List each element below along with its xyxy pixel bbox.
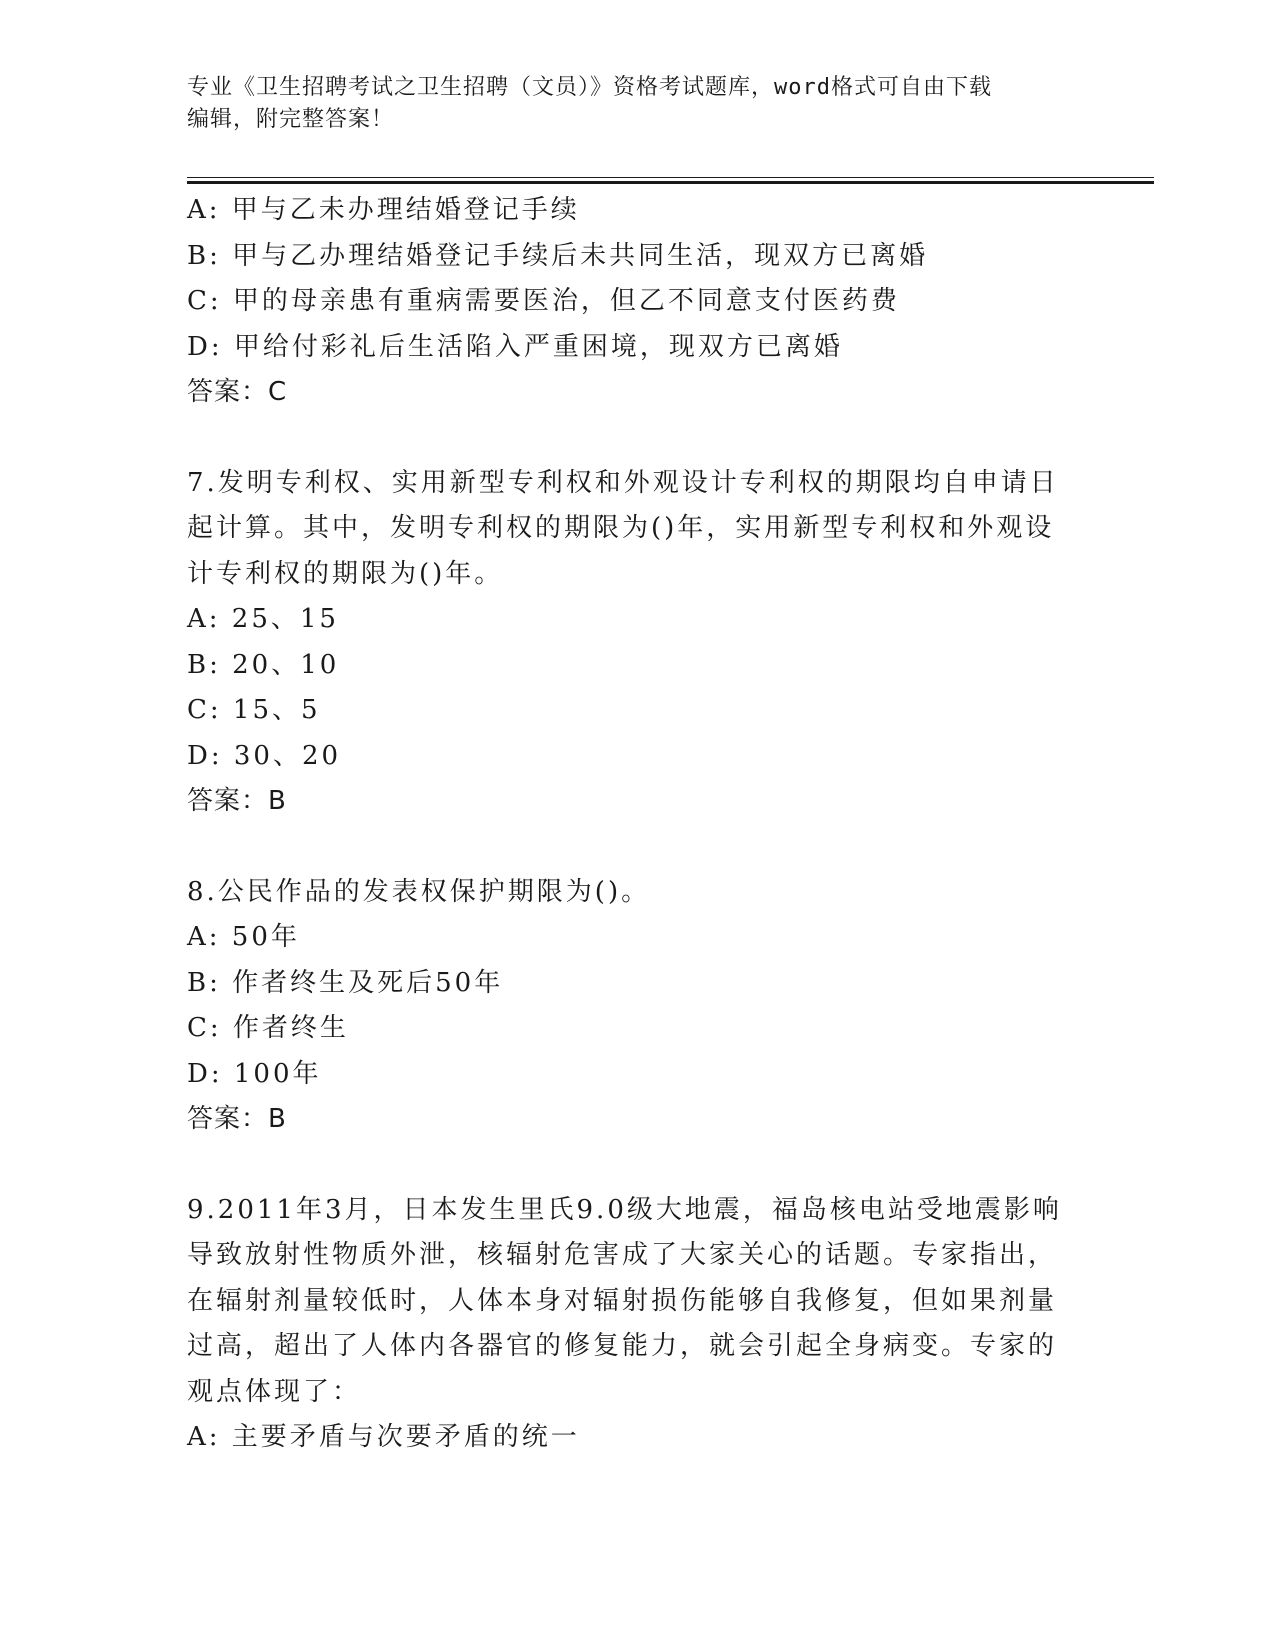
option-c: C: 甲的母亲患有重病需要医治，但乙不同意支付医药费 — [187, 286, 900, 316]
option-c: C: 15、5 — [187, 695, 321, 725]
answer-line: 答案：B — [187, 786, 287, 816]
answer-line: 答案：C — [187, 377, 288, 407]
question-stem: 起计算。其中，发明专利权的期限为()年，实用新型专利权和外观设 — [187, 513, 1055, 543]
option-b: B: 20、10 — [187, 649, 340, 680]
spacer — [187, 825, 1067, 870]
option-a: A: 50年 — [187, 922, 300, 952]
option-a: A: 主要矛盾与次要矛盾的统一 — [187, 1422, 580, 1452]
document-header — [187, 72, 1087, 136]
question-9-block — [187, 1188, 1067, 1461]
question-8-block — [187, 870, 1067, 1143]
answer-line: 答案：B — [187, 1104, 287, 1134]
option-d: D: 30、20 — [187, 740, 342, 771]
question-stem: 计专利权的期限为()年。 — [187, 558, 504, 589]
question-stem: 9.2011年3月，日本发生里氏9.0级大地震，福岛核电站受地震影响 — [187, 1194, 1062, 1225]
question-stem: 观点体现了： — [187, 1376, 362, 1407]
question-stem: 导致放射性物质外泄，核辐射危害成了大家关心的话题。专家指出， — [187, 1240, 1058, 1270]
question-6-block — [187, 188, 1067, 416]
question-stem: 7.发明专利权、实用新型专利权和外观设计专利权的期限均自申请日 — [187, 467, 1059, 498]
option-b: B: 甲与乙办理结婚登记手续后未共同生活，现双方已离婚 — [187, 240, 929, 271]
question-stem: 在辐射剂量较低时，人体本身对辐射损伤能够自我修复，但如果剂量 — [187, 1285, 1058, 1316]
option-a: A: 甲与乙未办理结婚登记手续 — [187, 195, 580, 225]
header-divider-thin — [187, 177, 1154, 178]
question-7-block — [187, 461, 1067, 825]
option-d: D: 甲给付彩礼后生活陷入严重困境，现双方已离婚 — [187, 331, 843, 362]
option-c: C: 作者终生 — [187, 1013, 349, 1043]
option-b: B: 作者终生及死后50年 — [187, 967, 504, 998]
option-d: D: 100年 — [187, 1058, 322, 1089]
option-a: A: 25、15 — [187, 604, 339, 634]
spacer — [187, 416, 1067, 461]
question-list — [187, 188, 1067, 1461]
question-stem: 过高，超出了人体内各器官的修复能力，就会引起全身病变。专家的 — [187, 1331, 1058, 1361]
spacer — [187, 1143, 1067, 1188]
header-title-line-2: 编辑，附完整答案！ — [187, 107, 395, 132]
header-divider-thick — [187, 181, 1154, 184]
question-stem: 8.公民作品的发表权保护期限为()。 — [187, 876, 651, 907]
header-title-line-1: 专业《卫生招聘考试之卫生招聘（文员）》资格考试题库，word格式可自由下载 — [187, 75, 992, 100]
